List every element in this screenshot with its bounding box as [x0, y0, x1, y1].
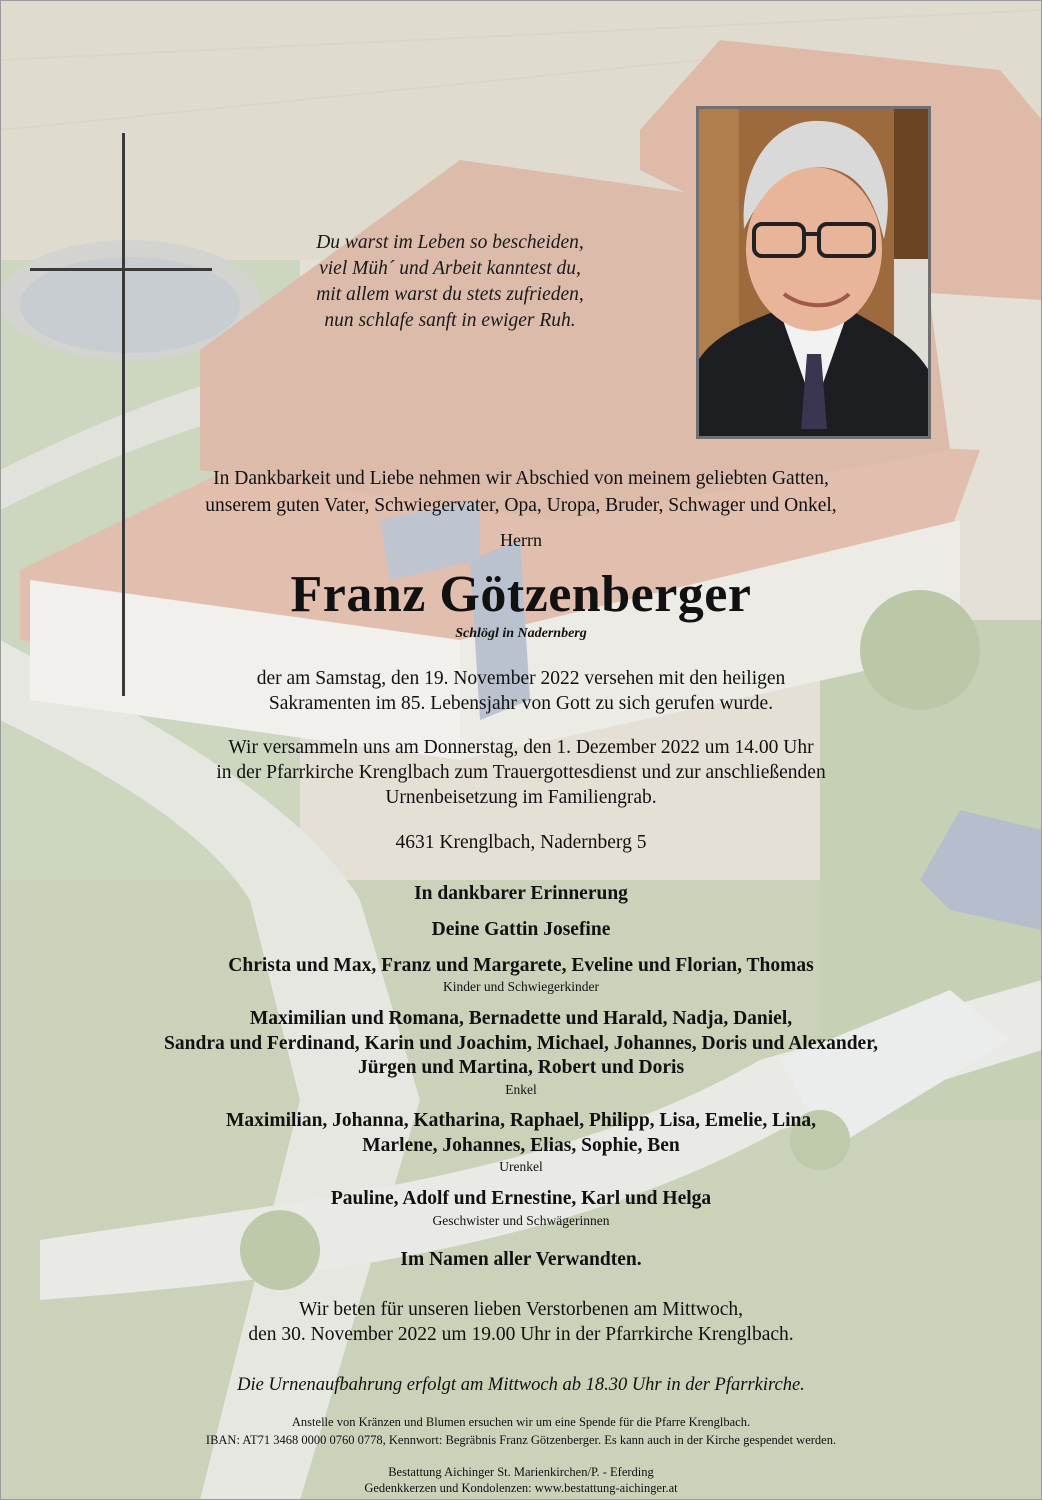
poem-line: Du warst im Leben so bescheiden,: [316, 232, 584, 253]
children-label: Kinder und Schwiegerkinder: [443, 979, 599, 994]
donation-line-2: IBAN: AT71 3468 0000 0760 0778, Kennwort: Begräbnis Franz Götzenberger. Es kann auch in der Kirche gespendet werden.: [205, 1433, 837, 1447]
death-notice-line-2: Sakramenten im 85. Lebensjahr von Gott zu sich gerufen wurde.: [268, 693, 774, 714]
mourners-heading: In dankbarer Erinnerung: [414, 883, 628, 904]
children-names: Christa und Max, Franz und Margarete, Eveline und Florian, Thomas: [228, 955, 814, 976]
funeral-line-2: in der Pfarrkirche Krenglbach zum Trauergottesdienst und zur anschließenden: [216, 762, 826, 783]
cross-icon-horizontal: [30, 268, 212, 271]
intro-line-1: In Dankbarkeit und Liebe nehmen wir Abschied von meinem geliebten Gatten,: [213, 468, 829, 489]
great-grandchildren-line-2: Marlene, Johannes, Elias, Sophie, Ben: [362, 1135, 680, 1156]
funeral-home-line-2: Gedenkkerzen und Kondolenzen: www.bestattung-aichinger.at: [364, 1481, 678, 1495]
poem-line: nun schlafe sanft in ewiger Ruh.: [324, 310, 576, 331]
portrait-illustration: [699, 109, 928, 436]
intro-line-2: unserem guten Vater, Schwiegervater, Opa, Uropa, Bruder, Schwager und Onkel,: [205, 495, 837, 516]
memorial-poem: [240, 230, 660, 334]
deceased-residence: Schlögl in Nadernberg: [455, 626, 587, 641]
great-grandchildren-line-1: Maximilian, Johanna, Katharina, Raphael, Philipp, Lisa, Emelie, Lina,: [226, 1110, 816, 1131]
prayer-line-2: den 30. November 2022 um 19.00 Uhr in der Pfarrkirche Krenglbach.: [248, 1324, 794, 1345]
grandchildren-line-2: Sandra und Ferdinand, Karin und Joachim, Michael, Johannes, Doris und Alexander,: [164, 1033, 878, 1054]
deceased-name: Franz Götzenberger: [290, 566, 752, 623]
prayer-line-1: Wir beten für unseren lieben Verstorbenen am Mittwoch,: [299, 1299, 743, 1320]
spouse-name: Deine Gattin Josefine: [431, 919, 611, 940]
funeral-line-1: Wir versammeln uns am Donnerstag, den 1. Dezember 2022 um 14.00 Uhr: [228, 737, 814, 758]
funeral-home-line-1: Bestattung Aichinger St. Marienkirchen/P. - Eferding: [388, 1465, 654, 1479]
salutation: Herrn: [500, 530, 542, 550]
siblings-names: Pauline, Adolf und Ernestine, Karl und Helga: [330, 1188, 712, 1209]
grandchildren-line-1: Maximilian und Romana, Bernadette und Harald, Nadja, Daniel,: [249, 1008, 793, 1029]
funeral-line-3: Urnenbeisetzung im Familiengrab.: [385, 787, 657, 808]
poem-line: viel Müh´ und Arbeit kanntest du,: [319, 258, 581, 279]
closing-line: Im Namen aller Verwandten.: [400, 1249, 642, 1270]
grandchildren-label: Enkel: [505, 1082, 537, 1097]
portrait-photo: [696, 106, 931, 439]
urn-viewing-notice: Die Urnenaufbahrung erfolgt am Mittwoch ab 18.30 Uhr in der Pfarrkirche.: [237, 1375, 805, 1395]
death-notice-line-1: der am Samstag, den 19. November 2022 versehen mit den heiligen: [256, 668, 786, 689]
donation-line-1: Anstelle von Kränzen und Blumen ersuchen wir um eine Spende für die Pfarre Krenglbach.: [291, 1415, 751, 1429]
home-address: 4631 Krenglbach, Nadernberg 5: [395, 832, 647, 853]
great-grandchildren-label: Urenkel: [499, 1159, 543, 1174]
poem-line: mit allem warst du stets zufrieden,: [316, 284, 584, 305]
grandchildren-line-3: Jürgen und Martina, Robert und Doris: [357, 1057, 685, 1078]
siblings-label: Geschwister und Schwägerinnen: [432, 1213, 610, 1228]
